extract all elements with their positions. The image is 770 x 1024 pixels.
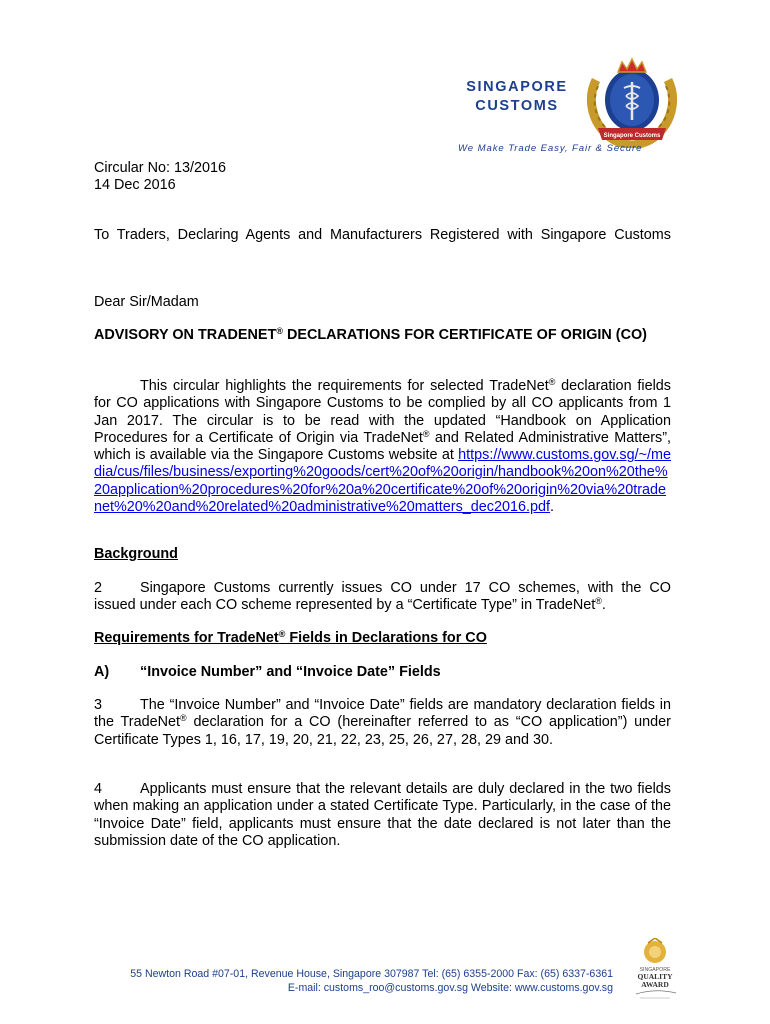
intro-paragraph	[94, 378, 671, 516]
title-part2: DECLARATIONS FOR CERTIFICATE OF ORIGIN (CO)	[282, 327, 647, 343]
paragraph-4	[94, 781, 671, 850]
award-text-line3: AWARD	[641, 980, 669, 989]
customs-crest-logo	[584, 56, 680, 148]
footer-address-line: 55 Newton Road #07-01, Revenue House, Singapore 307987 Tel: (65) 6355-2000 Fax: (65) 6337-6361	[130, 968, 613, 980]
intro-text1: This circular highlights the requirements for selected TradeNet	[140, 378, 549, 394]
requirements-heading-part2: Fields in Declarations for CO	[285, 630, 487, 646]
paragraph-2-number: 2	[94, 580, 103, 596]
circular-title	[94, 327, 671, 344]
background-heading: Background	[94, 546, 178, 562]
requirements-heading-reg: ®	[278, 629, 286, 639]
crest-ribbon-text: Singapore Customs	[603, 133, 661, 139]
requirements-heading	[94, 630, 671, 647]
org-name	[458, 78, 576, 116]
intro-reg2: ®	[422, 428, 430, 439]
addressee	[94, 227, 671, 262]
paragraph-3-text1: The “Invoice Number” and “Invoice Date” fields are mandatory declaration fields in the TradeNet	[94, 697, 671, 731]
paragraph-3	[94, 697, 671, 749]
paragraph-3-number: 3	[94, 697, 103, 713]
intro-reg1: ®	[548, 377, 556, 387]
footer-email-line: E-mail: customs_roo@customs.gov.sg Website: www.customs.gov.sg	[287, 982, 613, 994]
subheading-a-text: “Invoice Number” and “Invoice Date” Fields	[140, 664, 441, 680]
addressee-text: To Traders, Declaring Agents and Manufacturers Registered with Singapore Customs	[94, 227, 671, 243]
subheading-a	[94, 664, 671, 681]
award-text-line1: SINGAPORE	[639, 967, 671, 973]
org-name-line2: CUSTOMS	[475, 98, 559, 114]
paragraph-2	[94, 580, 671, 615]
paragraph-4-number: 4	[94, 781, 103, 797]
requirements-heading-part1: Requirements for TradeNet	[94, 630, 279, 646]
paragraph-3-reg: ®	[180, 713, 187, 724]
paragraph-2-text: Singapore Customs currently issues CO under 17 CO schemes, with the CO issued under each CO scheme represented by a “Certificate Type” in TradeNet	[94, 580, 671, 614]
tagline: We Make Trade Easy, Fair & Secure	[458, 143, 643, 154]
intro-text3: and Related Administrative Matters”, which is available via the Singapore Customs website at	[94, 429, 671, 464]
salutation: Dear Sir/Madam	[94, 294, 199, 310]
paragraph-3-text2: declaration for a CO (hereinafter referred to as “CO application”) under Certificate Types 1, 16, 17, 19, 20, 21, 22, 23, 25, 26, 27, 28, 29 and 30.	[94, 714, 671, 748]
intro-end: .	[550, 499, 555, 516]
circular-date: 14 Dec 2016	[94, 177, 176, 193]
title-part1: ADVISORY ON TRADENET	[94, 327, 277, 343]
paragraph-2-reg: ®	[595, 596, 602, 607]
subheading-a-letter: A)	[94, 664, 110, 680]
org-name-line1: SINGAPORE	[466, 79, 568, 95]
award-text-line2: QUALITY	[637, 972, 673, 981]
handbook-link[interactable]: https://www.customs.gov.sg/~/media/cus/files/business/exporting%20goods/cert%20of%20origin/handbook%20on%20the%20application%20procedures%20for%20a%20certificate%20of%20origin%20via%20tradenet%20%20and%20related%20administrative%20matters_dec2016.pdf	[94, 447, 671, 516]
footer-contact	[60, 967, 613, 995]
quality-award-logo	[626, 938, 684, 1002]
paragraph-4-text: Applicants must ensure that the relevant details are duly declared in the two fields when making an application under a stated Certificate Type. Particularly, in the case of the “Invoice Date” field, applicants must ensure that the date declared is not later than the submission date of the CO application.	[94, 781, 671, 849]
title-reg-mark: ®	[276, 326, 283, 336]
circular-number: Circular No: 13/2016	[94, 160, 226, 176]
intro-text2: declaration fields for CO applications with Singapore Customs to be complied by all CO applicants from 1 Jan 2017. The circular is to be read with the updated “Handbook on Application Procedures for a Certificate of Origin via TradeNet	[94, 378, 671, 446]
paragraph-2-end: .	[601, 597, 606, 614]
